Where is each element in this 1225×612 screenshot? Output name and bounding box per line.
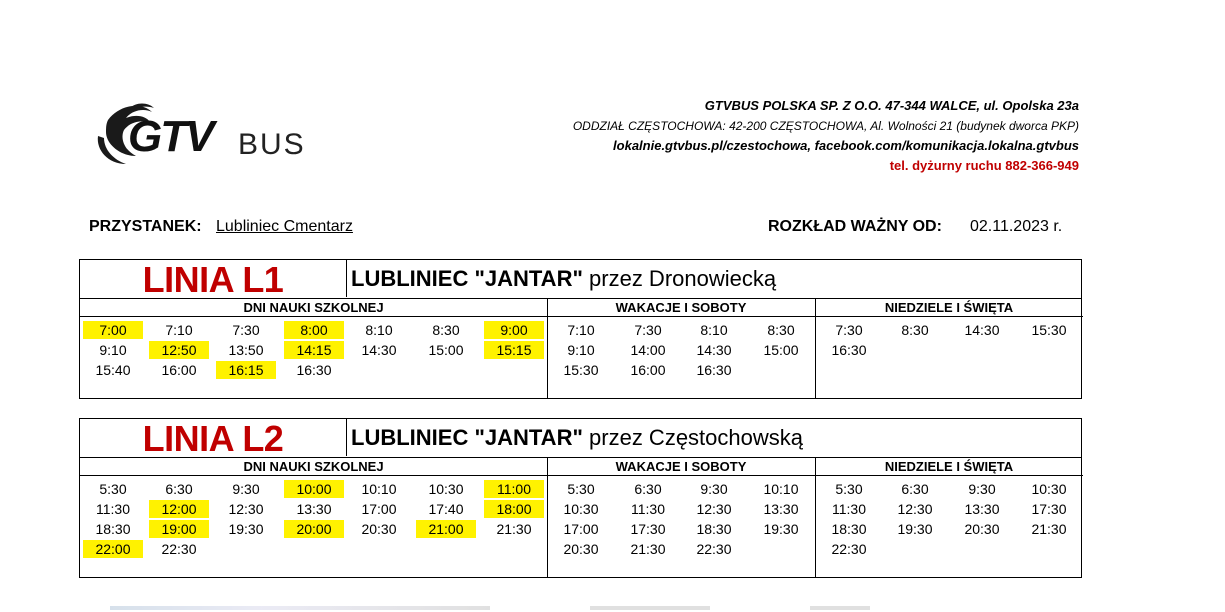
departure-time: 14:00 <box>630 342 666 358</box>
departure-time: 6:30 <box>901 481 929 497</box>
section-title: NIEDZIELE I ŚWIĘTA <box>815 458 1083 476</box>
departure-time: 10:30 <box>563 501 599 517</box>
departure-time-highlighted: 12:00 <box>149 500 209 518</box>
departure-time: 18:30 <box>95 521 131 537</box>
departure-time: 13:50 <box>228 342 264 358</box>
company-name: GTVBUS POLSKA SP. Z O.O. 47-344 WALCE, ul. Opolska 23a <box>704 98 1079 113</box>
departure-time: 5:30 <box>567 481 595 497</box>
departure-time: 11:30 <box>96 501 130 517</box>
line-l2-timetable <box>79 418 1082 578</box>
company-branch: ODDZIAŁ CZĘSTOCHOWA: 42-200 CZĘSTOCHOWA, Al. Wolności 21 (budynek dworca PKP) <box>572 119 1079 133</box>
departure-time: 9:10 <box>99 342 127 358</box>
departure-time: 13:30 <box>964 501 1000 517</box>
section-title: WAKACJE I SOBOTY <box>547 458 815 476</box>
cut-off-content <box>110 600 950 612</box>
departure-time: 14:30 <box>696 342 732 358</box>
departure-time-highlighted: 8:00 <box>284 321 344 339</box>
line-name: LINIA L1 <box>80 260 347 297</box>
departure-time: 6:30 <box>165 481 193 497</box>
departure-time: 18:30 <box>831 521 867 537</box>
departure-time: 12:30 <box>696 501 732 517</box>
departure-time: 20:30 <box>964 521 1000 537</box>
departure-time: 16:30 <box>696 362 732 378</box>
departure-time: 10:10 <box>763 481 799 497</box>
departure-time: 14:30 <box>964 322 1000 338</box>
departure-time: 15:00 <box>763 342 799 358</box>
departure-time: 6:30 <box>634 481 662 497</box>
section-title: DNI NAUKI SZKOLNEJ <box>80 299 547 317</box>
departure-time-highlighted: 15:15 <box>484 341 544 359</box>
logo-bus-text: BUS <box>238 128 306 161</box>
departure-time: 7:30 <box>634 322 662 338</box>
departure-time: 19:30 <box>228 521 264 537</box>
valid-from-date: 02.11.2023 r. <box>970 218 1063 235</box>
section-title: DNI NAUKI SZKOLNEJ <box>80 458 547 476</box>
departure-time: 17:30 <box>630 521 666 537</box>
company-info <box>573 96 1079 176</box>
departure-time: 10:30 <box>428 481 464 497</box>
company-web: lokalnie.gtvbus.pl/czestochowa, facebook.com/komunikacja.lokalna.gtvbus <box>613 138 1079 153</box>
departure-time-highlighted: 9:00 <box>484 321 544 339</box>
departure-time: 16:30 <box>296 362 332 378</box>
departure-time-highlighted: 12:50 <box>149 341 209 359</box>
departure-time: 8:10 <box>700 322 728 338</box>
departure-time: 17:00 <box>563 521 599 537</box>
departure-time: 7:10 <box>567 322 595 338</box>
departure-time: 5:30 <box>99 481 127 497</box>
departure-time: 16:30 <box>831 342 867 358</box>
departure-time: 17:00 <box>361 501 397 517</box>
departure-time: 9:30 <box>700 481 728 497</box>
departure-time-highlighted: 22:00 <box>83 540 143 558</box>
logo-gtv-text: GTV <box>128 112 213 161</box>
departure-time: 9:30 <box>232 481 260 497</box>
line-l1-timetable <box>79 259 1082 399</box>
departure-time: 13:30 <box>763 501 799 517</box>
gtvbus-logo <box>90 98 320 173</box>
departure-time: 15:00 <box>428 342 464 358</box>
departure-time: 15:40 <box>95 362 131 378</box>
departure-time: 15:30 <box>1031 322 1067 338</box>
departure-time: 17:30 <box>1031 501 1067 517</box>
line-destination <box>351 260 776 297</box>
departure-time-highlighted: 19:00 <box>149 520 209 538</box>
departure-time: 12:30 <box>228 501 264 517</box>
departure-time: 21:30 <box>496 521 532 537</box>
departure-time-highlighted: 16:15 <box>216 361 276 379</box>
departure-time: 8:30 <box>767 322 795 338</box>
departure-time-highlighted: 10:00 <box>284 480 344 498</box>
company-phone: tel. dyżurny ruchu 882-366-949 <box>889 158 1079 173</box>
departure-time: 8:30 <box>901 322 929 338</box>
departure-time: 22:30 <box>161 541 197 557</box>
line-destination <box>351 419 803 456</box>
departure-time: 16:00 <box>161 362 197 378</box>
departure-time: 12:30 <box>897 501 933 517</box>
departure-time: 18:30 <box>696 521 732 537</box>
departure-time: 17:40 <box>428 501 464 517</box>
section-title: NIEDZIELE I ŚWIĘTA <box>815 299 1083 317</box>
departure-time: 19:30 <box>897 521 933 537</box>
stop-name: Lubliniec Cmentarz <box>216 218 353 235</box>
departure-time: 21:30 <box>1031 521 1067 537</box>
departure-time: 9:10 <box>567 342 595 358</box>
departure-time: 16:00 <box>630 362 666 378</box>
destination-name: LUBLINIEC "JANTAR" <box>351 266 583 291</box>
departure-time: 20:30 <box>361 521 397 537</box>
departure-time: 21:30 <box>630 541 666 557</box>
valid-from-label: ROZKŁAD WAŻNY OD: <box>768 218 942 235</box>
departure-time: 8:30 <box>432 322 460 338</box>
line-header <box>80 260 1081 299</box>
departure-time: 22:30 <box>696 541 732 557</box>
departure-time: 14:30 <box>361 342 397 358</box>
departure-time-highlighted: 18:00 <box>484 500 544 518</box>
departure-time: 9:30 <box>968 481 996 497</box>
departure-time: 11:30 <box>631 501 665 517</box>
departure-time: 19:30 <box>763 521 799 537</box>
destination-via: przez Częstochowską <box>582 425 803 450</box>
stop-label: PRZYSTANEK: <box>89 218 202 235</box>
departure-time-highlighted: 21:00 <box>416 520 476 538</box>
departure-time: 7:30 <box>232 322 260 338</box>
destination-via: przez Dronowiecką <box>582 266 777 291</box>
departure-time: 13:30 <box>296 501 332 517</box>
departure-time: 7:30 <box>835 322 863 338</box>
departure-time: 8:10 <box>365 322 393 338</box>
departure-time: 22:30 <box>831 541 867 557</box>
departure-time-highlighted: 7:00 <box>83 321 143 339</box>
departure-time: 11:30 <box>832 501 866 517</box>
departure-time-highlighted: 11:00 <box>484 480 544 498</box>
departure-time: 5:30 <box>835 481 863 497</box>
destination-name: LUBLINIEC "JANTAR" <box>351 425 583 450</box>
departure-time: 10:10 <box>361 481 397 497</box>
line-header <box>80 419 1081 458</box>
departure-time: 7:10 <box>165 322 193 338</box>
line-name: LINIA L2 <box>80 419 347 456</box>
section-title: WAKACJE I SOBOTY <box>547 299 815 317</box>
departure-time: 15:30 <box>563 362 599 378</box>
departure-time: 20:30 <box>563 541 599 557</box>
departure-time-highlighted: 20:00 <box>284 520 344 538</box>
departure-time-highlighted: 14:15 <box>284 341 344 359</box>
departure-time: 10:30 <box>1031 481 1067 497</box>
